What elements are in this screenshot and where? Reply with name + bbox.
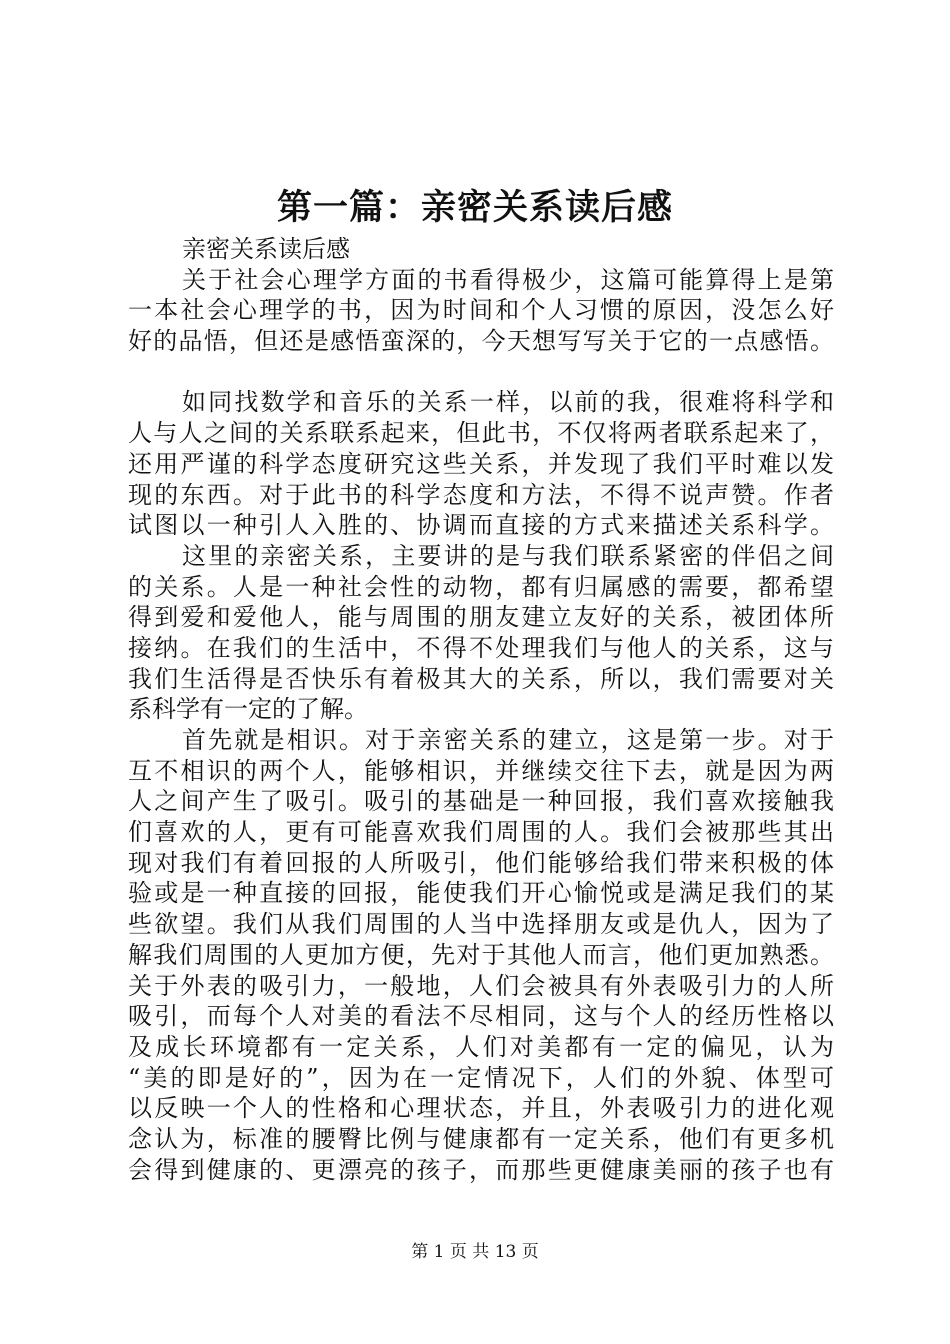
text-line: 会得到健康的、更漂亮的孩子，而那些更健康美丽的孩子也有	[128, 1155, 834, 1184]
text-line: “美的即是好的”，因为在一定情况下，人们的外貌、体型可	[128, 1063, 834, 1092]
text-line: 互不相识的两个人，能够相识，并继续交往下去，就是因为两	[128, 756, 834, 785]
text-line: 还用严谨的科学态度研究这些关系，并发现了我们平时难以发	[128, 449, 834, 478]
text-line: 一本社会心理学的书，因为时间和个人习惯的原因，没怎么好	[128, 296, 834, 325]
text-line: 关于社会心理学方面的书看得极少，这篇可能算得上是第	[182, 265, 834, 294]
subtitle-line: 亲密关系读后感	[182, 235, 350, 263]
page-footer: 第 1 页 共 13 页	[411, 1242, 539, 1262]
text-line: 解我们周围的人更加方便，先对于其他人而言，他们更加熟悉。	[128, 940, 834, 969]
text-line: 首先就是相识。对于亲密关系的建立，这是第一步。对于	[182, 726, 834, 754]
text-line: 现对我们有着回报的人所吸引，他们能够给我们带来积极的体	[128, 848, 834, 877]
text-line: 们喜欢的人，更有可能喜欢我们周围的人。我们会被那些其出	[128, 818, 834, 847]
text-line: 验或是一种直接的回报，能使我们开心愉悦或是满足我们的某	[128, 879, 834, 908]
text-line: 及成长环境都有一定关系，人们对美都有一定的偏见，认为	[128, 1032, 834, 1061]
text-line: 以反映一个人的性格和心理状态，并且，外表吸引力的进化观	[128, 1094, 834, 1123]
text-line: 得到爱和爱他人，能与周围的朋友建立友好的关系，被团体所	[128, 603, 834, 632]
text-line: 吸引，而每个人对美的看法不尽相同，这与个人的经历性格以	[128, 1002, 834, 1031]
text-line: 人之间产生了吸引。吸引的基础是一种回报，我们喜欢接触我	[128, 787, 834, 816]
text-line: 接纳。在我们的生活中，不得不处理我们与他人的关系，这与	[128, 633, 834, 662]
text-line: 如同找数学和音乐的关系一样，以前的我，很难将科学和	[182, 388, 834, 417]
text-line: 念认为，标准的腰臀比例与健康都有一定关系，他们有更多机	[128, 1124, 834, 1153]
text-line: 些欲望。我们从我们周围的人当中选择朋友或是仇人，因为了	[128, 910, 834, 939]
text-line: 我们生活得是否快乐有着极其大的关系，所以，我们需要对关	[128, 664, 834, 693]
text-line: 系科学有一定的了解。	[128, 695, 368, 724]
text-line: 这里的亲密关系，主要讲的是与我们联系紧密的伴侣之间	[182, 541, 834, 570]
text-line: 现的东西。对于此书的科学态度和方法，不得不说声赞。作者	[128, 480, 834, 509]
text-line: 关于外表的吸引力，一般地，人们会被具有外表吸引力的人所	[128, 971, 834, 1000]
text-line: 试图以一种引人入胜的、协调而直接的方式来描述关系科学。	[128, 511, 834, 540]
text-line: 的关系。人是一种社会性的动物，都有归属感的需要，都希望	[128, 572, 834, 601]
document-title: 第一篇：亲密关系读后感	[276, 187, 673, 228]
text-line: 好的品悟，但还是感悟蛮深的，今天想写写关于它的一点感悟。	[128, 327, 834, 356]
text-line: 人与人之间的关系联系起来，但此书，不仅将两者联系起来了，	[128, 419, 834, 448]
blank-line	[128, 357, 834, 388]
document-body	[128, 234, 834, 1185]
